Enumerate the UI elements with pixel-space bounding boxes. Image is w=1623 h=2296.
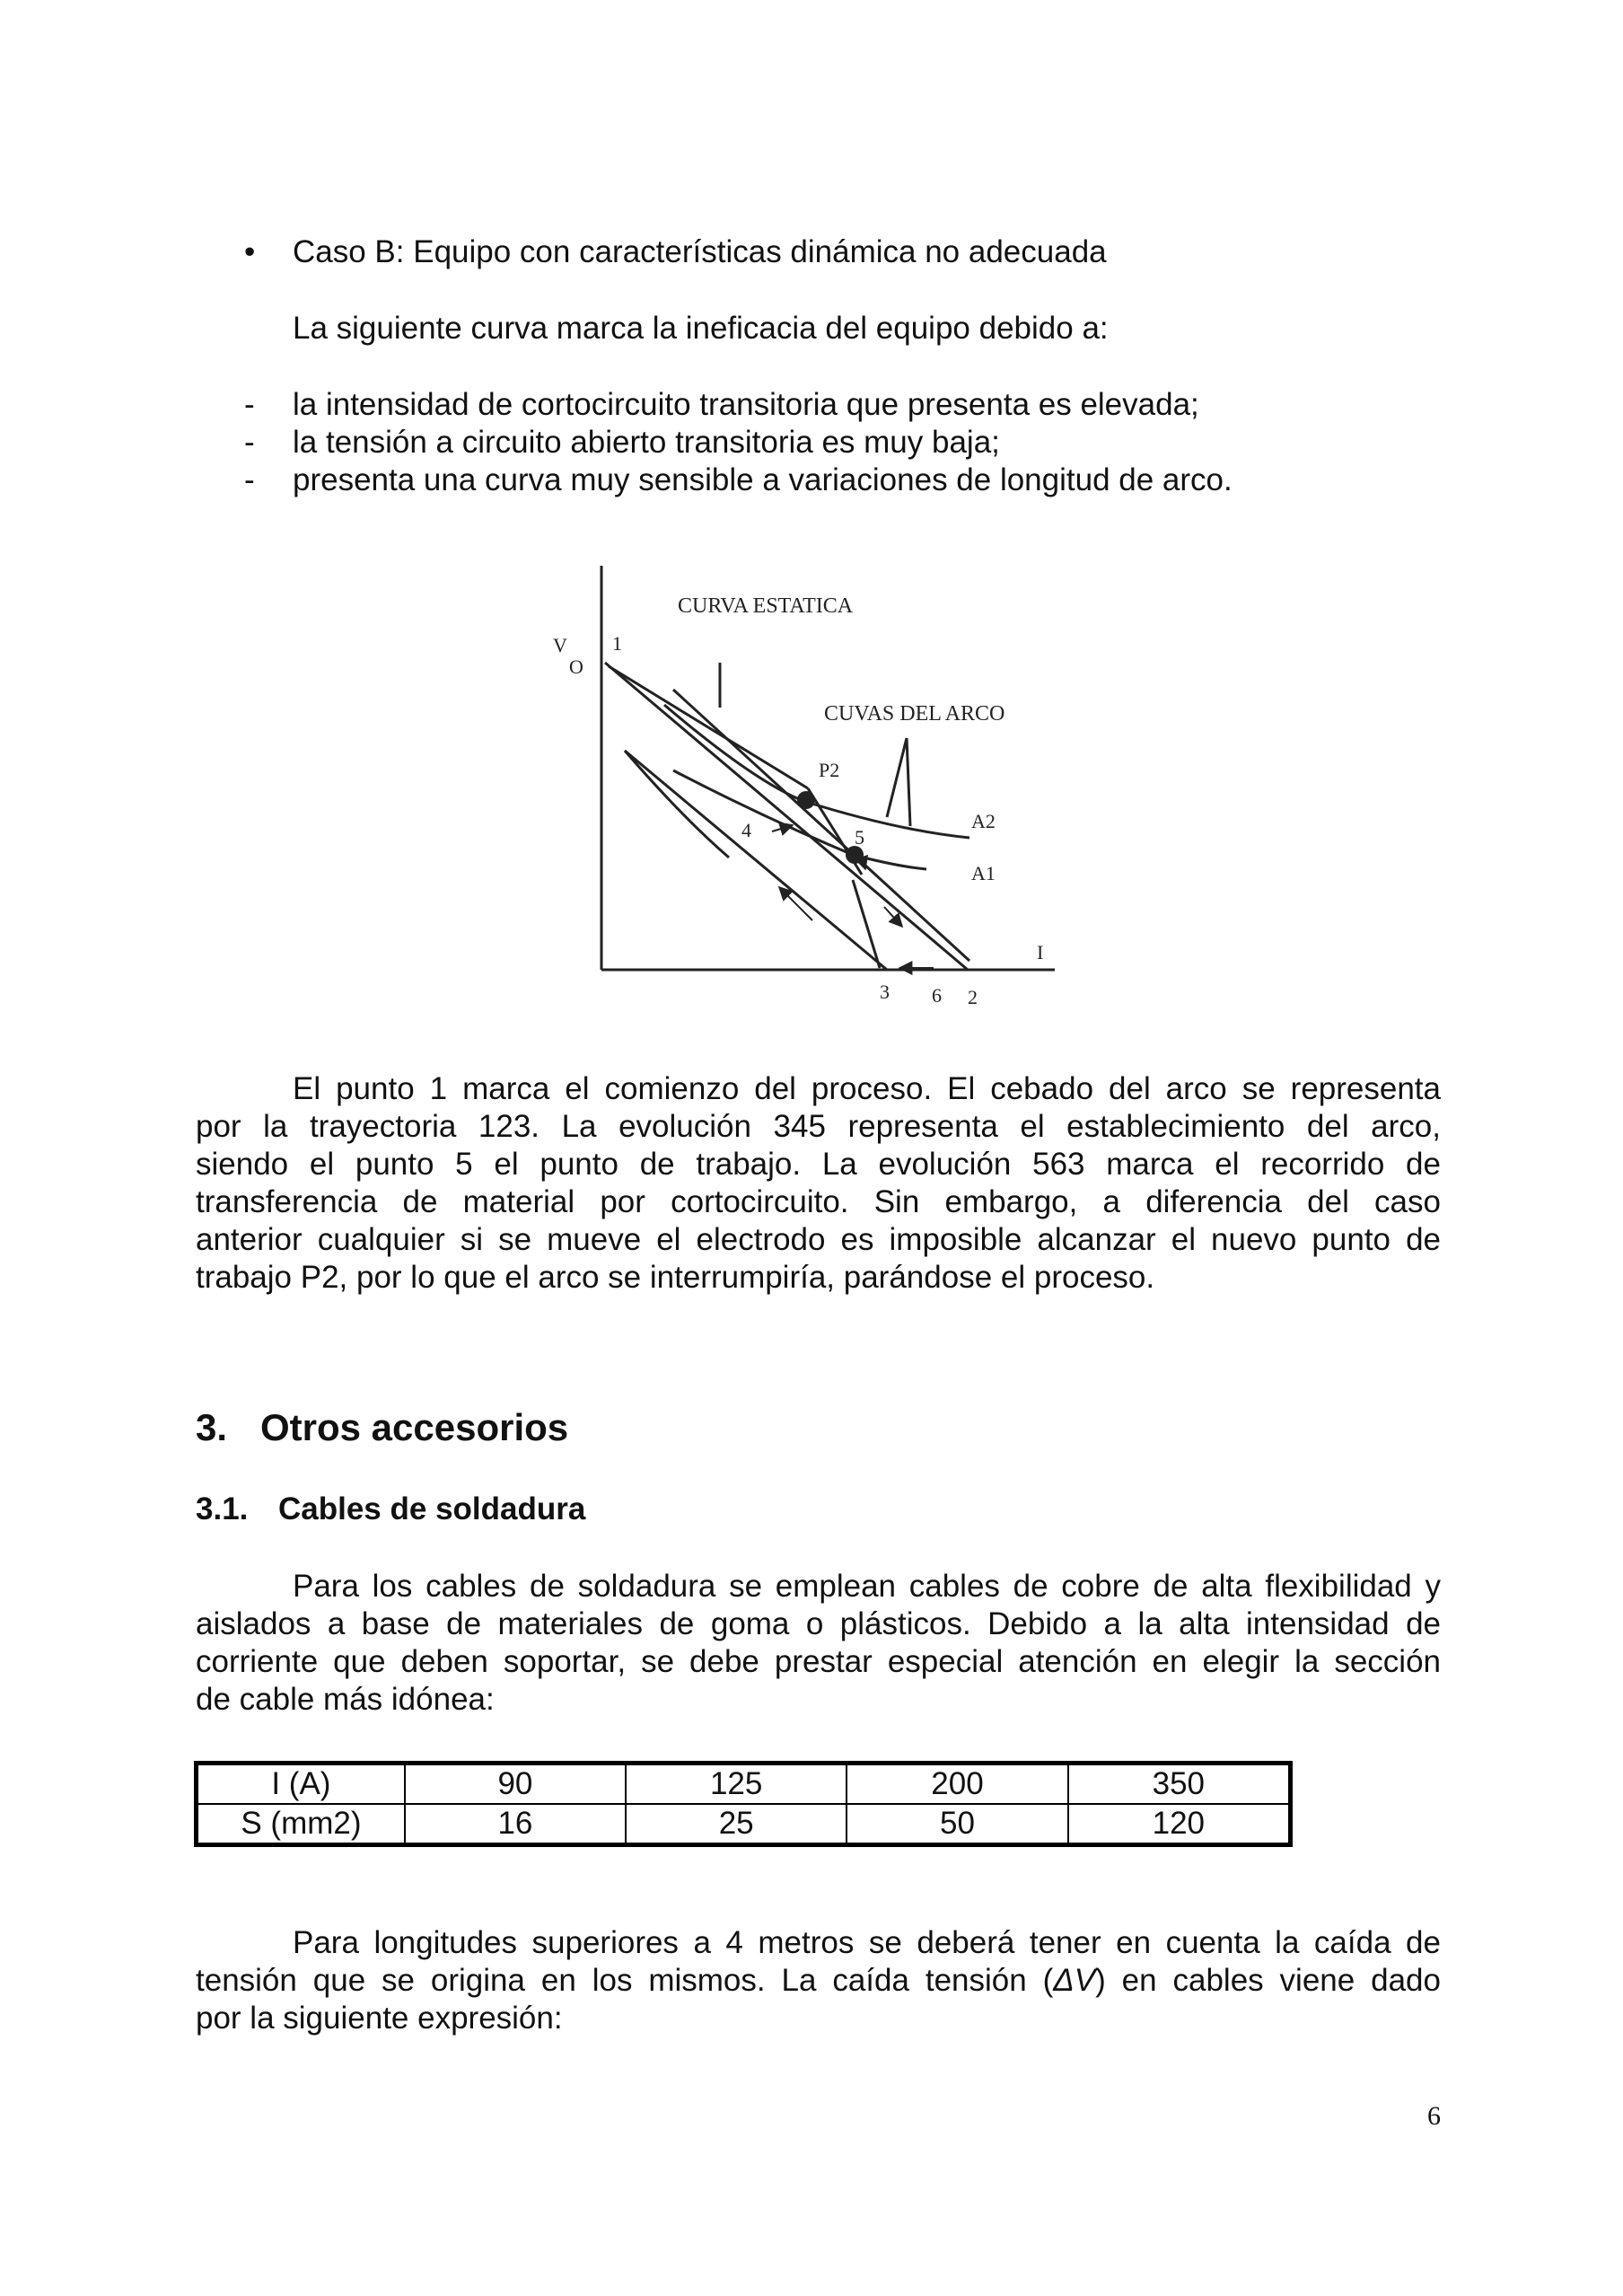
table-cell: S (mm2) <box>197 1804 405 1845</box>
arc-characteristic-diagram <box>539 557 1059 1024</box>
paragraph-line: transferencia de material por cortocircuito. Sin embargo, a diferencia del caso <box>196 1184 1441 1219</box>
paragraph-line: siendo el punto 5 el punto de trabajo. La evolución 563 marca el recorrido de <box>196 1147 1441 1182</box>
point-label-3: 3 <box>880 981 890 1003</box>
paragraph-line: de cable más idónea: <box>196 1682 495 1717</box>
paragraph-line: trabajo P2, por lo que el arco se interrumpiría, parándose el proceso. <box>196 1260 1155 1295</box>
point-label-p2: P2 <box>819 759 840 781</box>
caso-b-intro: La siguiente curva marca la ineficacia del equipo debido a: <box>293 311 1109 346</box>
point-label-5: 5 <box>855 826 864 849</box>
list-item: la intensidad de cortocircuito transitoria que presenta es elevada; <box>293 387 1199 422</box>
point-5-marker <box>846 846 864 864</box>
point-label-2: 2 <box>968 986 978 1008</box>
list-marker: - <box>244 462 255 497</box>
point-p2-marker <box>797 791 815 809</box>
point-label-1: 1 <box>612 632 622 655</box>
list-marker: - <box>244 387 255 422</box>
table-cell: 50 <box>847 1804 1067 1845</box>
curve-label-a2: A2 <box>971 810 996 832</box>
cable-section-table <box>194 1761 1293 1847</box>
curve-label-a1: A1 <box>971 862 996 884</box>
axis-label-i: I <box>1037 941 1044 963</box>
section-heading-3-1 <box>196 1491 585 1528</box>
list-marker: - <box>244 425 255 460</box>
table-cell: 25 <box>626 1804 847 1845</box>
paragraph-voltage-drop <box>196 1924 1441 2037</box>
paragraph-process <box>196 1070 1441 1297</box>
paragraph-line-start: tensión que se origina en los mismos. La caída tensión ( <box>196 1963 1054 1998</box>
static-line-outer <box>673 690 969 961</box>
subsection-title: Cables de soldadura <box>278 1491 586 1526</box>
table-cell: 350 <box>1068 1764 1291 1805</box>
section-heading-3 <box>196 1405 568 1450</box>
paragraph-line: El punto 1 marca el comienzo del proceso. El cebado del arco se representa <box>293 1071 1441 1106</box>
axis-label-o: O <box>569 655 583 678</box>
point-label-6: 6 <box>932 984 942 1007</box>
bullet: • <box>244 234 256 269</box>
paragraph-cables <box>196 1568 1441 1719</box>
inner-curve-lower <box>625 751 729 858</box>
table-cell: 90 <box>405 1764 626 1805</box>
paragraph-line: por la trayectoria 123. La evolución 345 representa el establecimiento del arco, <box>196 1109 1441 1144</box>
axis-label-v: V <box>553 634 567 656</box>
table-row <box>197 1764 1291 1805</box>
arrow-5-6 <box>884 907 902 927</box>
section-number: 3. <box>196 1406 228 1448</box>
list-item: presenta una curva muy sensible a variaciones de longitud de arco. <box>293 462 1233 497</box>
paragraph-line: aislados a base de materiales de goma o plásticos. Debido a la alta intensidad de <box>196 1606 1441 1641</box>
table-cell: 120 <box>1068 1804 1291 1845</box>
table-cell: 125 <box>626 1764 847 1805</box>
paragraph-line: anterior cualquier si se mueve el electrodo es imposible alcanzar el nuevo punto de <box>196 1222 1441 1257</box>
subsection-number: 3.1. <box>196 1491 249 1526</box>
list-item: la tensión a circuito abierto transitoria es muy baja; <box>293 425 1000 460</box>
arc-curves-pointer-1 <box>887 738 907 817</box>
paragraph-line: por la siguiente expresión: <box>196 2001 563 2036</box>
paragraph-line-mixed <box>196 1962 1441 2000</box>
arc-curve-a1 <box>673 770 926 869</box>
table-cell: I (A) <box>197 1764 405 1805</box>
table-cell: 16 <box>405 1804 626 1845</box>
caso-b-title: Caso B: Equipo con características dinámica no adecuada <box>293 234 1107 269</box>
point-label-4: 4 <box>741 819 751 841</box>
delta-v-symbol: ΔV <box>1053 1963 1096 1998</box>
paragraph-line: Para los cables de soldadura se emplean cables de cobre de alta flexibilidad y <box>293 1569 1441 1604</box>
label-curvas-arco: CUVAS DEL ARCO <box>824 702 1005 726</box>
table-row <box>197 1804 1291 1845</box>
label-curva-estatica: CURVA ESTATICA <box>678 594 854 618</box>
paragraph-line: Para longitudes superiores a 4 metros se deberá tener en cuenta la caída de <box>293 1925 1441 1960</box>
section-title: Otros accesorios <box>260 1406 569 1448</box>
paragraph-line-end: ) en cables viene dado <box>1095 1963 1441 1998</box>
table-cell: 200 <box>847 1764 1067 1805</box>
page-number: 6 <box>1427 2101 1441 2131</box>
paragraph-line: corriente que deben soportar, se debe prestar especial atención en elegir la sección <box>196 1644 1441 1679</box>
arc-curves-pointer-2 <box>907 738 910 826</box>
inner-curve-upper <box>609 666 808 788</box>
